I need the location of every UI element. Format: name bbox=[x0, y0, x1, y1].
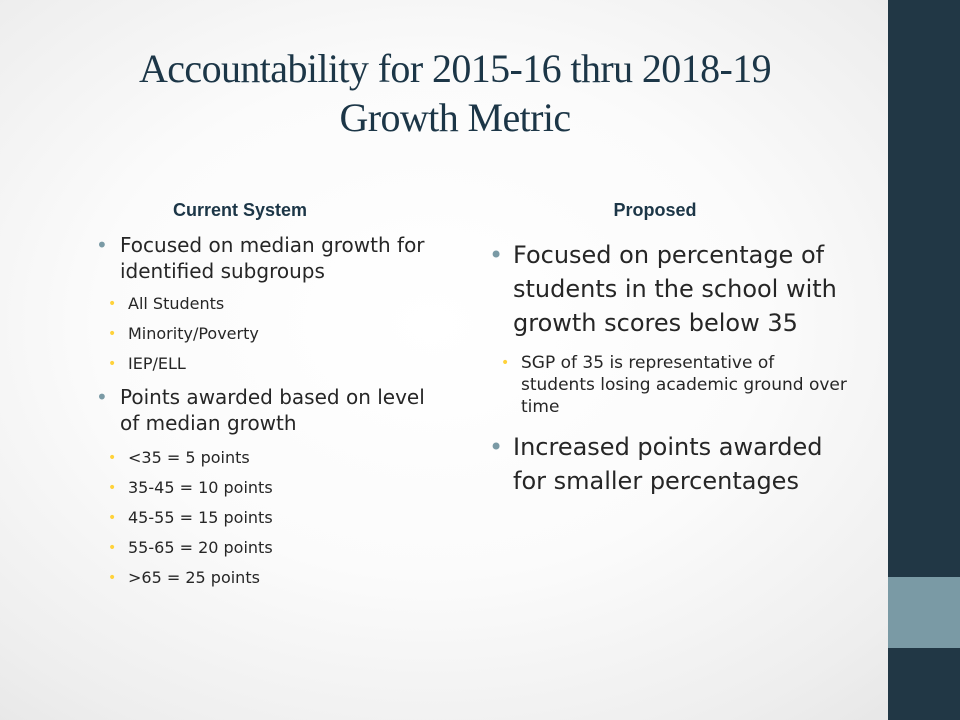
proposed-list bbox=[489, 238, 849, 498]
slide-title-line-2: Growth Metric bbox=[339, 95, 571, 140]
points-scale-item: • >65 = 25 points bbox=[100, 568, 426, 588]
slide-title-line-1: Accountability for 2015-16 thru 2018-19 bbox=[138, 46, 772, 91]
proposed-point-increased-points: • Increased points awarded for smaller percentages bbox=[489, 430, 849, 498]
slide-title bbox=[40, 44, 870, 142]
points-scale-item: • <35 = 5 points bbox=[100, 448, 426, 468]
subgroup-item: • All Students bbox=[100, 294, 426, 314]
current-point-points-awarded: • Points awarded based on level of median growth bbox=[96, 384, 426, 436]
proposed-heading: Proposed bbox=[613, 200, 697, 220]
current-system-heading: Current System bbox=[172, 200, 308, 220]
current-system-column bbox=[96, 232, 426, 598]
current-system-list bbox=[96, 232, 426, 588]
points-scale-item: • 35-45 = 10 points bbox=[100, 478, 426, 498]
proposed-point-percentage: • Focused on percentage of students in the school with growth scores below 35 bbox=[489, 238, 849, 340]
proposed-sub-sgp: • SGP of 35 is representative of students losing academic ground over time bbox=[493, 352, 849, 418]
proposed-column bbox=[489, 238, 849, 498]
points-scale-item: • 55-65 = 20 points bbox=[100, 538, 426, 558]
subgroup-item: • IEP/ELL bbox=[100, 354, 426, 374]
points-scale-item: • 45-55 = 15 points bbox=[100, 508, 426, 528]
side-bar-accent bbox=[888, 577, 960, 648]
current-point-median-growth: • Focused on median growth for identified subgroups bbox=[96, 232, 426, 284]
subgroup-item: • Minority/Poverty bbox=[100, 324, 426, 344]
